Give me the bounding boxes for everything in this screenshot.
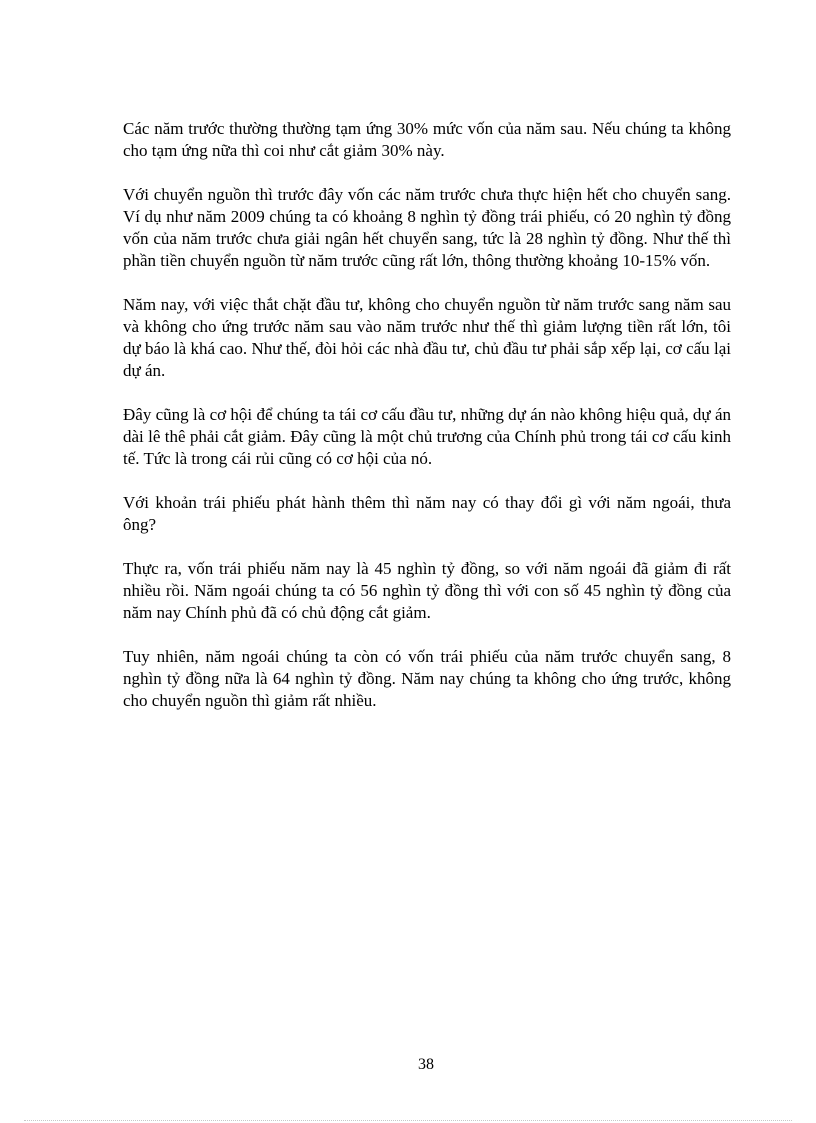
paragraph: Thực ra, vốn trái phiếu năm nay là 45 nghìn tỷ đồng, so với năm ngoái đã giảm đi rất nhiều rồi. Năm ngoái chúng ta có 56 nghìn tỷ đồng thì với con số 45 nghìn tỷ đồng của năm nay Chính phủ đã có chủ động cắt giảm. <box>123 559 731 622</box>
paragraph: Với chuyển nguồn thì trước đây vốn các năm trước chưa thực hiện hết cho chuyển sang. Ví dụ như năm 2009 chúng ta có khoảng 8 nghìn tỷ đồng trái phiếu, có 20 nghìn tỷ đồng vốn của năm trước chưa giải ngân hết chuyển sang, tức là 28 nghìn tỷ đồng. Như thế thì phần tiền chuyển nguồn từ năm trước cũng rất lớn, thông thường khoảng 10-15% vốn. <box>123 185 731 270</box>
interview-question: Với khoản trái phiếu phát hành thêm thì năm nay có thay đổi gì với năm ngoái, thưa ông? <box>123 493 731 534</box>
paragraph: Năm nay, với việc thắt chặt đầu tư, không cho chuyển nguồn từ năm trước sang năm sau và không cho ứng trước năm sau vào năm trước như thế thì giảm lượng tiền rất lớn, tôi dự báo là khá cao. Như thế, đòi hỏi các nhà đầu tư, chủ đầu tư phải sắp xếp lại, cơ cấu lại dự án. <box>123 295 731 380</box>
paragraph: Đây cũng là cơ hội để chúng ta tái cơ cấu đầu tư, những dự án nào không hiệu quả, dự án dài lê thê phải cắt giảm. Đây cũng là một chủ trương của Chính phủ trong tái cơ cấu kinh tế. Tức là trong cái rủi cũng có cơ hội của nó. <box>123 405 731 468</box>
document-body <box>123 118 731 734</box>
paragraph: Các năm trước thường thường tạm ứng 30% mức vốn của năm sau. Nếu chúng ta không cho tạm ứng nữa thì coi như cắt giảm 30% này. <box>123 119 731 160</box>
paragraph: Tuy nhiên, năm ngoái chúng ta còn có vốn trái phiếu của năm trước chuyển sang, 8 nghìn tỷ đồng nữa là 64 nghìn tỷ đồng. Năm nay chúng ta không cho ứng trước, không cho chuyển nguồn thì giảm rất nhiều. <box>123 647 731 710</box>
page-bottom-divider <box>24 1120 792 1121</box>
page-number: 38 <box>418 1056 434 1073</box>
